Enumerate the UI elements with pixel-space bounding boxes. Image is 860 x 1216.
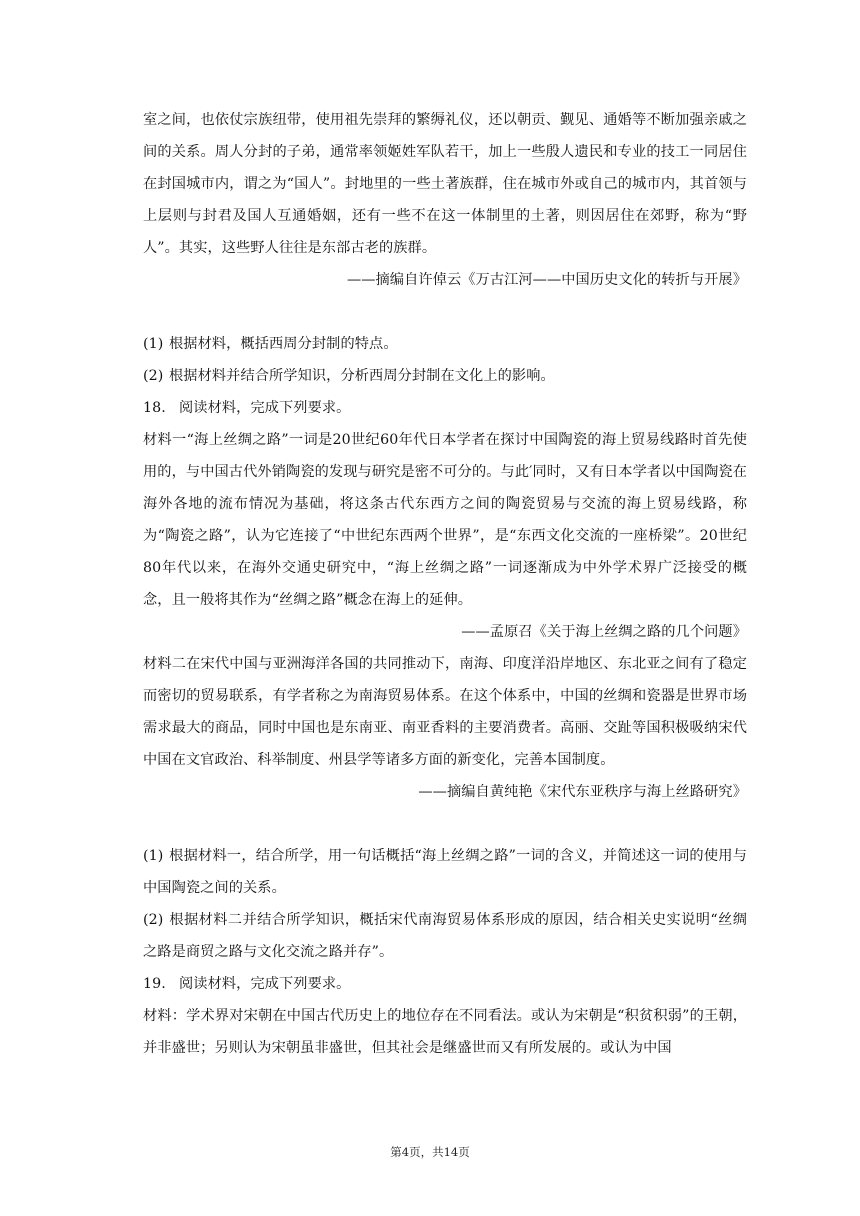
passage-text: 室之间，也依仗宗族纽带，使用祖先崇拜的繁缛礼仪，还以朝贡、觐见、通婚等不断加强亲戚之间的关系。周人分封的子弟，通常率领姬姓军队若干，加上一些殷人遗民和专业的技工一同居住在封国城市内，谓之为“国人”。封地里的一些土著族群，住在城市外或自己的城市内，其首领与上层则与封君及国人互通婚姻，还有一些不在这一体制里的土著，则因居住在郊野，称为“野人”。其实，这些野人往往是东部古老的族群。 — [143, 112, 747, 256]
material-source: ——摘编自黄纯艳《宋代东亚秩序与海上丝路研究》 — [418, 784, 747, 800]
question-heading — [143, 392, 747, 424]
question-text: 根据材料并结合所学知识，分析西周分封制在文化上的影响。 — [169, 368, 555, 384]
question-number: (2) — [143, 912, 164, 928]
question-number: (1) — [143, 336, 164, 352]
question-number: 19. — [143, 976, 166, 992]
question-number: (2) — [143, 368, 164, 384]
passage-source: ——摘编自许倬云《万古江河——中国历史文化的转折与开展》 — [346, 272, 747, 288]
page-content — [143, 104, 747, 1064]
question-item — [143, 904, 747, 968]
material-text: 材料一“海上丝绸之路”一词是20世纪60年代日本学者在探讨中国陶瓷的海上贸易线路时首先使用的，与中国古代外销陶瓷的发现与研究是密不可分的。与此′同时，又有日本学者以中国陶瓷在海外各地的流布情况为基础，将这条古代东西方之间的陶瓷贸易与交流的海上贸易线路，称为“陶瓷之路”，认为它连接了“中世纪东西两个世界”，是“东西文化交流的一座桥梁”。20世纪80年代以来，在海外交通史研究中，“海上丝绸之路”一词逐渐成为中外学术界广泛接受的概念，且一般将其作为“丝绸之路”概念在海上的延伸。 — [143, 432, 747, 608]
spacer — [143, 296, 747, 328]
material-text: 材料二在宋代中国与亚洲海洋各国的共同推动下，南海、印度洋沿岸地区、东北亚之间有了稳定而密切的贸易联系，有学者称之为南海贸易体系。在这个体系中，中国的丝绸和瓷器是世界市场需求最大的商品，同时中国也是东南亚、南亚香料的主要消费者。高丽、交趾等国积极吸纳宋代中国在文官政治、科举制度、州县学等诸多方面的新变化，完善本国制度。 — [143, 656, 747, 768]
material-text: 材料：学术界对宋朝在中国古代历史上的地位存在不同看法。或认为宋朝是“积贫积弱”的王朝，并非盛世；另则认为宋朝虽非盛世，但其社会是继盛世而又有所发展的。或认为中国 — [143, 1008, 747, 1056]
page-footer: 第4页，共14页 — [390, 1145, 470, 1159]
question-text: 根据材料，概括西周分封制的特点。 — [169, 336, 398, 352]
question-item — [143, 328, 747, 360]
question-title: 阅读材料，完成下列要求。 — [179, 976, 351, 992]
question-number: 18. — [143, 400, 166, 416]
material-source: ——孟原召《关于海上丝绸之路的几个问题》 — [461, 624, 747, 640]
question-text: 根据材料一，结合所学，用一句话概括“海上丝绸之路”一词的含义，并简述这一词的使用与中国陶瓷之间的关系。 — [143, 848, 747, 896]
question-number: (1) — [143, 848, 164, 864]
spacer — [143, 808, 747, 840]
question-item — [143, 840, 747, 904]
question-title: 阅读材料，完成下列要求。 — [179, 400, 351, 416]
question-text: 根据材料二并结合所学知识，概括宋代南海贸易体系形成的原因，结合相关史实说明“丝绸之路是商贸之路与文化交流之路并存”。 — [143, 912, 747, 960]
question-item — [143, 360, 747, 392]
question-heading — [143, 968, 747, 1000]
